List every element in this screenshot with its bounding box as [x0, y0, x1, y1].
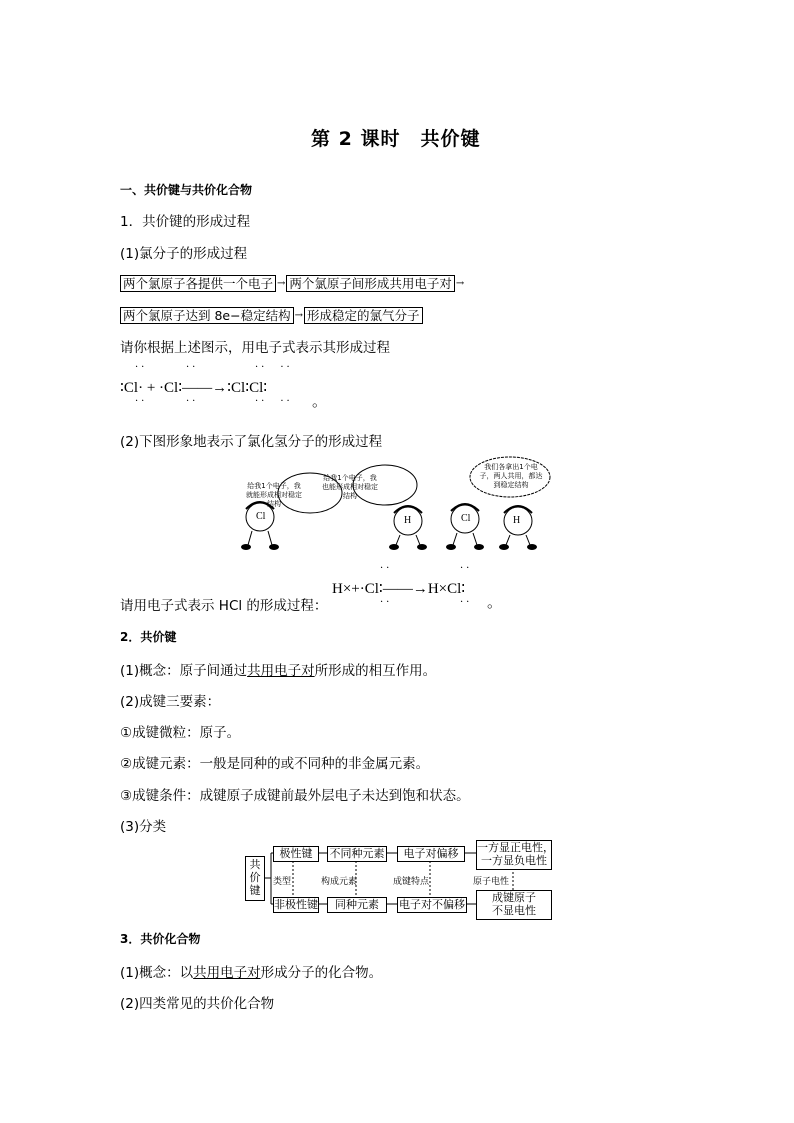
flow-row-1	[120, 273, 465, 292]
chlorine-formation-label: (1)氯分子的形成过程	[120, 246, 248, 262]
flow-box-3: 两个氯原子达到 8e−稳定结构	[120, 307, 294, 324]
concept-text: (1)概念：以	[120, 965, 194, 981]
formula-end: 。	[487, 595, 503, 611]
subheading-covalent-formation: 1．共价键的形成过程	[120, 214, 251, 230]
concept-answer: 共用电子对	[193, 965, 261, 981]
atom-label-cl: Cl	[256, 511, 266, 522]
h-atom: H×	[332, 581, 352, 597]
hcl-prompt: 请用电子式表示 HCl 的形成过程：	[120, 598, 328, 614]
diagram-noshift: 电子对不偏移	[399, 898, 465, 911]
element-item-2: ②成键元素：一般是同种的或不同种的非金属元素。	[120, 756, 430, 772]
diagram-diff-elements: 不同种元素	[327, 846, 387, 862]
atom-label-h-2: H	[513, 515, 521, 526]
hcl-formation-label: (2)下图形象地表示了氯化氢分子的形成过程	[120, 434, 383, 450]
flow-box-1: 两个氯原子各提供一个电子	[120, 275, 276, 292]
diagram-shift: 电子对偏移	[397, 846, 465, 862]
element-item-1: ①成键微粒：原子。	[120, 725, 241, 741]
hcl-electron-formula: ·· ·· ·· ·· H×+·Cl∶——→H×Cl∶ 。	[332, 563, 503, 611]
reaction-arrow: ——→	[182, 380, 228, 396]
page-title: 第 2 课时 共价键	[311, 128, 481, 150]
atom-label-h: H	[404, 515, 412, 526]
diagram-polar: 极性键	[273, 846, 319, 862]
flow-box-4: 形成稳定的氯气分子	[304, 307, 423, 324]
cl2-electron-formula: ·· ·· ·· ·· ·· ·· ·· ·· ∶Cl· + ·Cl∶——→∶Cl∶Cl∶ 。	[120, 362, 328, 410]
atom-label-cl-2: Cl	[461, 513, 471, 524]
hcl-molecule: H×Cl∶	[427, 581, 466, 597]
concept-text-end: 形成分子的化合物。	[260, 965, 383, 981]
label-elements: 构成元素	[321, 877, 358, 887]
cl-h-pair-icon	[446, 504, 537, 550]
result-2-line-a: 成键原子	[492, 891, 536, 904]
compound-types-label: (2)四类常见的共价化合物	[120, 996, 275, 1012]
result-1-line-a: 一方显正电性，	[477, 841, 554, 854]
label-type: 类型	[273, 877, 292, 887]
diagram-result-1	[476, 840, 552, 870]
cl-atom-left: ∶Cl·	[120, 380, 144, 396]
label-charge: 原子电性	[473, 877, 510, 887]
result-2-line-b: 不显电性	[492, 904, 536, 917]
label-features: 成键特点	[393, 877, 430, 887]
flow-arrow-icon: →	[455, 278, 465, 289]
h-character-icon	[389, 506, 427, 550]
compound-concept	[120, 961, 382, 981]
flow-arrow-icon: →	[294, 310, 303, 321]
three-elements-label: (2)成键三要素：	[120, 694, 221, 710]
diagram-root: 共价键	[245, 856, 265, 901]
speech-bubble-2: 给我1个电子，我也能形成相对稳定结构	[322, 474, 378, 500]
subheading-covalent-bond: 2．共价键	[120, 630, 177, 644]
classification-diagram	[243, 838, 553, 918]
speech-bubble-3: 我们各拿出1个电子，两人共用，都达到稳定结构	[479, 463, 543, 489]
classification-label: (3)分类	[120, 819, 167, 835]
element-item-3: ③成键条件：成键原子成键前最外层电子未达到饱和状态。	[120, 788, 470, 804]
flow-box-2: 两个氯原子间形成共用电子对	[286, 275, 455, 292]
diagram-result-2	[476, 890, 552, 920]
concept-answer: 共用电子对	[247, 663, 315, 679]
cl-character-icon	[241, 502, 279, 550]
concept-text: (1)概念：原子间通过	[120, 663, 248, 679]
diagram-nonpolar: 非极性键	[274, 898, 318, 911]
flow-arrow-icon: →	[277, 278, 286, 289]
bond-concept	[120, 659, 436, 679]
plus-sign: +	[146, 380, 156, 396]
flow-row-2	[120, 305, 423, 324]
subheading-covalent-compound: 3．共价化合物	[120, 932, 201, 946]
cl-atom-right: ·Cl∶	[159, 380, 183, 396]
cl2-molecule: ∶Cl∶Cl∶	[227, 380, 268, 396]
electron-formula-prompt: 请你根据上述图示，用电子式表示其形成过程	[120, 340, 390, 356]
section-heading-1: 一、共价键与共价化合物	[120, 183, 253, 197]
concept-text-end: 所形成的相互作用。	[314, 663, 437, 679]
cl-atom: ·Cl∶	[359, 581, 383, 597]
diagram-same-elements: 同种元素	[327, 897, 387, 913]
formula-end: 。	[312, 394, 328, 410]
reaction-arrow: ——→	[382, 581, 428, 597]
result-1-line-b: 一方显负电性	[481, 854, 547, 867]
plus-sign: +	[351, 581, 360, 597]
speech-bubble-1: 给我1个电子，我就能形成相对稳定结构	[246, 482, 302, 508]
